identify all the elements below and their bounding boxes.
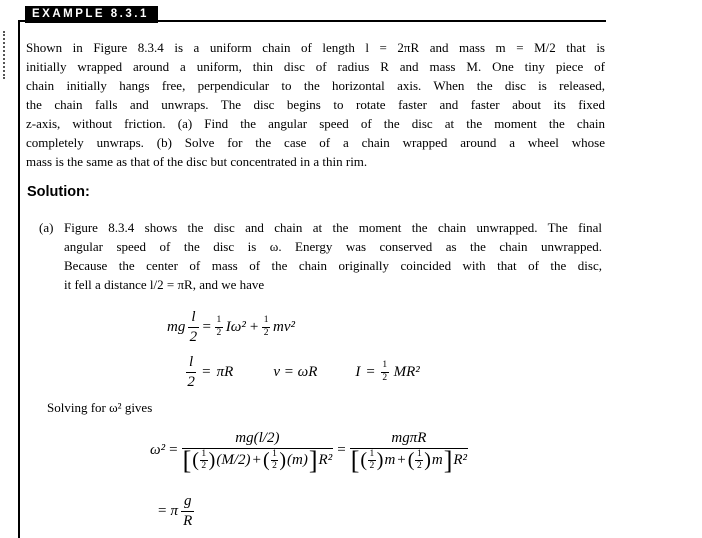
- fraction-numerator: 1: [368, 450, 376, 462]
- problem-statement: [26, 38, 605, 171]
- left-paren: (: [262, 449, 270, 471]
- eq-term: MR²: [393, 363, 420, 380]
- equation-omega: [150, 430, 468, 475]
- plus-sign: +: [397, 452, 406, 469]
- eq-term: m: [431, 452, 443, 469]
- fraction-numerator: 1: [262, 316, 270, 328]
- right-bracket: ]: [443, 445, 453, 475]
- problem-line: z-axis, without friction. (a) Find the angular speed of the disc at the moment the chain: [26, 116, 605, 131]
- solving-text: Solving for ω² gives: [47, 400, 153, 415]
- eq-term: (M/2): [216, 452, 251, 469]
- fraction: [188, 309, 198, 345]
- left-paren: (: [360, 449, 368, 471]
- plus-sign: +: [252, 452, 261, 469]
- eq-term: π: [170, 502, 178, 519]
- right-bracket: ]: [308, 445, 318, 475]
- fraction-denominator: [350, 445, 468, 475]
- scan-artifact: [3, 31, 5, 79]
- eq-term: R²: [318, 452, 333, 469]
- equals-sign: =: [202, 318, 211, 335]
- equals-sign: =: [169, 442, 178, 459]
- problem-line: completely unwraps. (b) Solve for the case of a chain wrapped around a wheel whose: [26, 135, 605, 150]
- right-paren: ): [208, 449, 216, 471]
- equation-energy: [167, 309, 295, 345]
- equation-result: [157, 493, 194, 529]
- fraction-numerator: l: [188, 309, 198, 328]
- fraction-denominator: [182, 445, 334, 475]
- eq-term: ω²: [150, 442, 166, 459]
- half-fraction: [368, 450, 376, 472]
- fraction-numerator: 1: [415, 450, 423, 462]
- right-paren: ): [424, 449, 431, 471]
- example-badge-label: EXAMPLE 8.3.1: [32, 8, 149, 20]
- fraction-denominator: 2: [416, 461, 422, 471]
- left-border-line: [18, 21, 20, 538]
- fraction-numerator: mgπR: [350, 430, 468, 449]
- example-badge: [25, 6, 158, 23]
- half-fraction: [200, 450, 208, 472]
- fraction-denominator: 2: [187, 373, 195, 390]
- plus-sign: +: [249, 318, 259, 335]
- fraction-denominator: 2: [369, 461, 375, 471]
- part-a-line: Figure 8.3.4 shows the disc and chain at the moment the chain unwrapped. The final: [64, 220, 602, 235]
- problem-line: mass is the same as that of the disc but concentrated in a thin rim.: [26, 154, 368, 169]
- fraction-numerator: 1: [271, 450, 279, 462]
- fraction-denominator: R: [183, 512, 193, 529]
- fraction-numerator: 1: [215, 316, 223, 328]
- equals-sign: =: [202, 363, 211, 380]
- half-fraction: [215, 316, 223, 338]
- part-a-text: [64, 218, 602, 294]
- fraction-numerator: mg(l/2): [182, 430, 334, 449]
- solution-heading: Solution:: [27, 184, 90, 200]
- part-a-label: (a): [39, 220, 54, 235]
- half-fraction: [381, 361, 389, 383]
- eq-term: Iω²: [225, 318, 246, 335]
- half-fraction: [262, 316, 270, 338]
- fraction-numerator: 1: [381, 361, 389, 373]
- part-a-line: angular speed of the disc is ω. Energy was conserved as the chain unwrapped.: [64, 239, 602, 254]
- eq-term: mg: [167, 318, 186, 335]
- fraction: [350, 430, 468, 475]
- right-paren: ): [376, 449, 384, 471]
- equals-sign: =: [366, 363, 375, 380]
- left-paren: (: [407, 449, 415, 471]
- fraction-numerator: g: [181, 493, 195, 512]
- problem-line: chain initially hangs free, perpendicular to the horizontal axis. When the disc is released,: [26, 78, 605, 93]
- eq-term: R²: [453, 452, 468, 469]
- left-paren: (: [192, 449, 199, 471]
- problem-line: initially wrapped around a uniform, thin disc of radius R and mass M. One tiny piece of: [26, 59, 605, 74]
- half-fraction: [415, 450, 423, 472]
- equals-sign: =: [337, 442, 346, 459]
- fraction-denominator: 2: [272, 461, 277, 471]
- right-paren: ): [279, 449, 287, 471]
- fraction-numerator: l: [186, 354, 196, 373]
- fraction: [182, 430, 334, 475]
- fraction-denominator: 2: [263, 327, 269, 338]
- eq-term: I: [355, 363, 361, 380]
- eq-term: m: [384, 452, 396, 469]
- fraction-denominator: 2: [189, 328, 198, 345]
- equals-sign: =: [158, 502, 167, 519]
- part-a-line: it fell a distance l/2 = πR, and we have: [64, 277, 265, 292]
- fraction-numerator: 1: [200, 450, 208, 462]
- eq-term: (m): [287, 452, 308, 469]
- fraction: [181, 493, 195, 529]
- half-fraction: [271, 450, 279, 472]
- fraction-denominator: 2: [216, 327, 222, 338]
- fraction-denominator: 2: [382, 372, 388, 383]
- eq-term: mv²: [273, 318, 296, 335]
- fraction-denominator: 2: [201, 461, 207, 471]
- left-bracket: [: [350, 445, 360, 475]
- fraction: [186, 354, 196, 390]
- problem-line: Shown in Figure 8.3.4 is a uniform chain of length l = 2πR and mass m = M/2 that is: [26, 40, 605, 55]
- equation-relations: [186, 354, 420, 390]
- problem-line: the chain falls and unwraps. The disc begins to rotate faster and faster about its fixed: [26, 97, 605, 112]
- part-a-line: Because the center of mass of the chain originally coincided with that of the disc,: [64, 258, 602, 273]
- eq-term: πR: [216, 363, 234, 380]
- left-bracket: [: [182, 445, 192, 475]
- eq-term: v = ωR: [273, 363, 318, 380]
